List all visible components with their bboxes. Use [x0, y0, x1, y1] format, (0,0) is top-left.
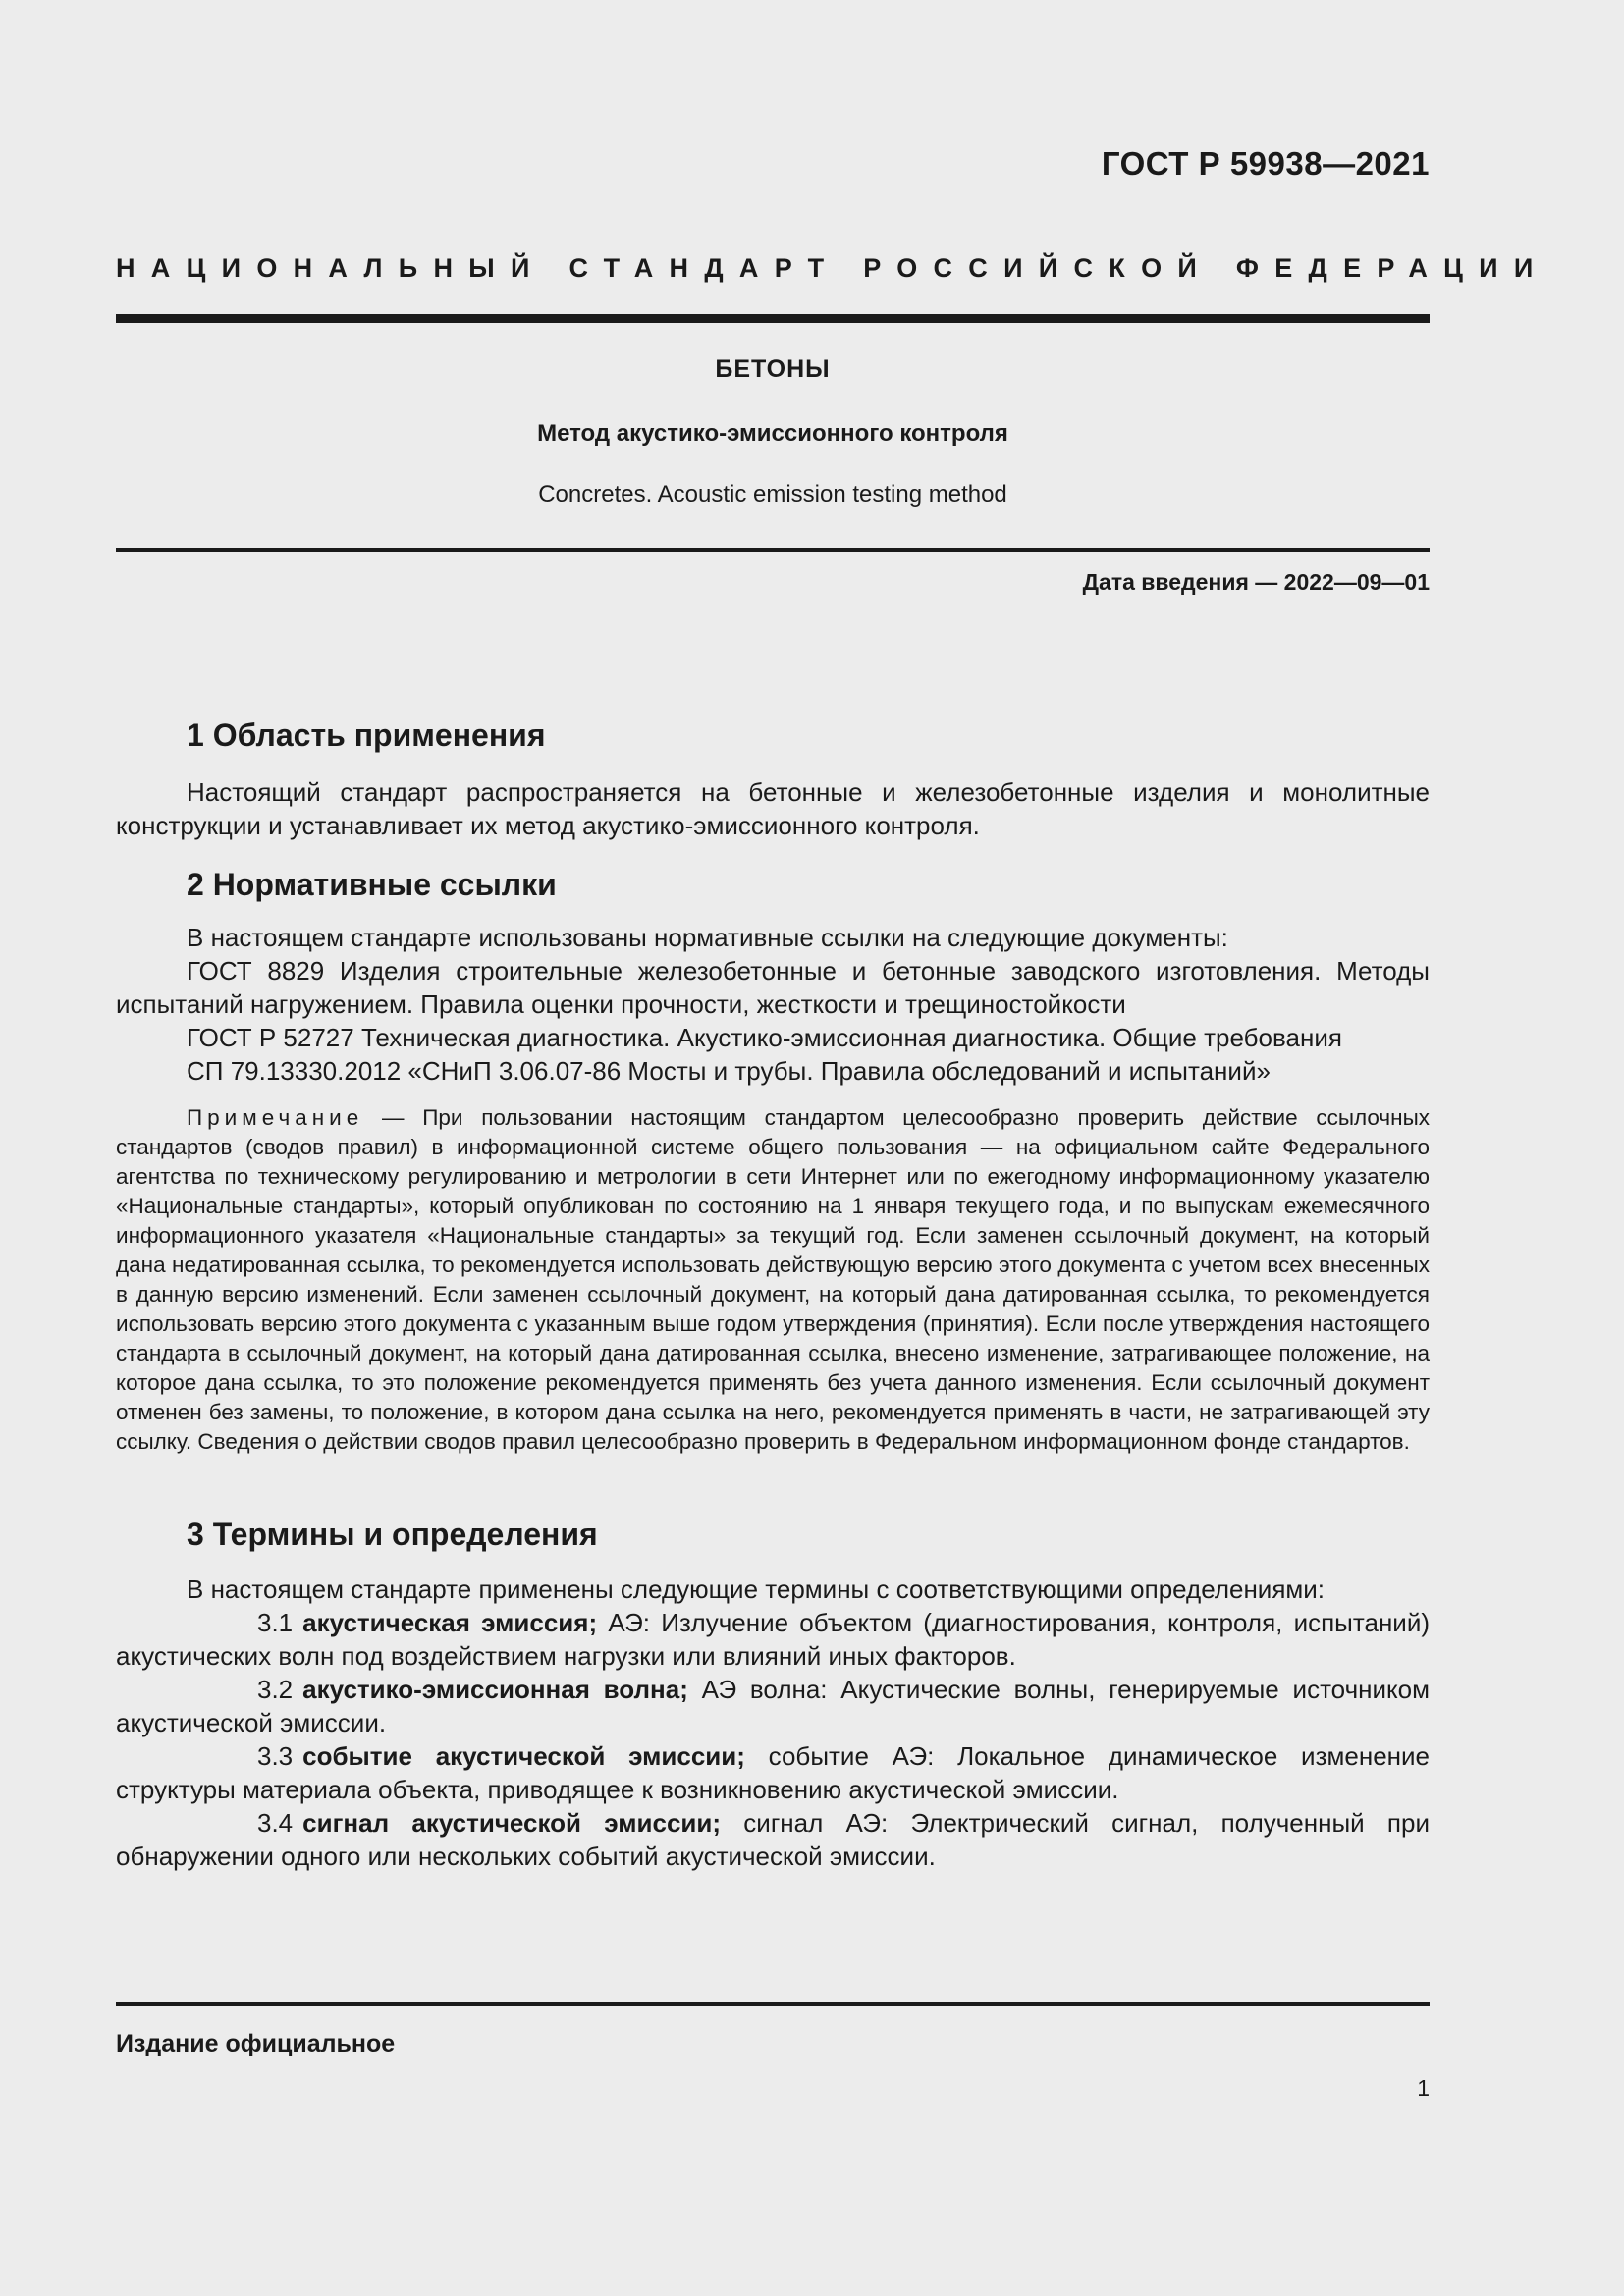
term-name: событие акустической эмиссии; [302, 1741, 745, 1771]
edition-label: Издание официальное [116, 2030, 396, 2057]
section-normative-references [116, 864, 1430, 1457]
term-number: 3.4 [257, 1808, 294, 1838]
term-definition [116, 1673, 1430, 1739]
title-divider [116, 548, 1430, 552]
note-text: — При пользовании настоящим стандартом целесообразно проверить действие ссылочных стандартов (сводов правил) в информационной системе общего пользования — на официальном сайте Федерального агентства по техническому регулированию и метрологии в сети Интернет или по ежегодному информационному указателю «Национальные стандарты», который опубликован по состоянию на 1 января текущего года, и по выпускам ежемесячного информационного указателя «Национальные стандарты» за текущий год. Если заменен ссылочный документ, на который дана недатированная ссылка, то рекомендуется использовать действующую версию этого документа с учетом всех внесенных в данную версию изменений. Если заменен ссылочный документ, на который дана датированная ссылка, то рекомендуется использовать версию этого документа с указанным выше годом утверждения (принятия). Если после утверждения настоящего стандарта в ссылочный документ, на который дана датированная ссылка, внесено изменение, затрагивающее положение, на которое дана ссылка, то это положение рекомендуется применять без учета данного изменения. Если ссылочный документ отменен без замены, то положение, в котором дана ссылка на него, рекомендуется применять в части, не затрагивающей эту ссылку. Сведения о действии сводов правил целесообразно проверить в Федеральном информационном фонде стандартов. [116, 1105, 1430, 1454]
term-text: событие АЭ: Локальное динамическое изменение структуры материала объекта, приводящее к возникновению акустической эмиссии. [116, 1741, 1431, 1804]
footer-divider [116, 2002, 1430, 2006]
term-text: сигнал АЭ: Электрический сигнал, полученный при обнаружении одного или нескольких событий акустической эмиссии. [116, 1808, 1430, 1871]
page-number: 1 [1417, 2075, 1430, 2101]
reference-item: СП 79.13330.2012 «СНиП 3.06.07-86 Мосты и трубы. Правила обследований и испытаний» [187, 1056, 1271, 1086]
term-definition [116, 1739, 1430, 1806]
document-title-english: Concretes. Acoustic emission testing method [538, 481, 1007, 507]
term-name: сигнал акустической эмиссии; [302, 1808, 722, 1838]
term-text: АЭ волна: Акустические волны, генерируемые источником акустической эмиссии. [116, 1675, 1430, 1737]
introduction-date: Дата введения — 2022—09—01 [1082, 569, 1430, 595]
note-label: Примечание [187, 1105, 364, 1130]
document-body [116, 715, 1430, 1873]
term-number: 3.1 [257, 1608, 294, 1637]
term-definition [116, 1606, 1430, 1673]
standard-type-banner: НАЦИОНАЛЬНЫЙ СТАНДАРТ РОССИЙСКОЙ ФЕДЕРАЦИИ [116, 253, 1549, 283]
section-heading: 3 Термины и определения [187, 1517, 598, 1552]
document-page [116, 0, 1549, 2296]
reference-item: ГОСТ Р 52727 Техническая диагностика. Акустико-эмиссионная диагностика. Общие требования [187, 1023, 1342, 1052]
document-title: БЕТОНЫ [715, 355, 831, 383]
note-block [116, 1103, 1430, 1457]
section-paragraph: В настоящем стандарте использованы нормативные ссылки на следующие документы: [187, 923, 1228, 952]
section-terms-definitions [116, 1514, 1430, 1873]
document-subtitle: Метод акустико-эмиссионного контроля [537, 420, 1008, 447]
term-text: АЭ: Излучение объектом (диагностирования, контроля, испытаний) акустических волн под воздействием нагрузки или влияний иных факторов. [116, 1608, 1431, 1671]
document-number: ГОСТ Р 59938—2021 [1101, 145, 1430, 182]
section-scope [116, 715, 1430, 842]
reference-item: ГОСТ 8829 Изделия строительные железобетонные и бетонные заводского изготовления. Методы испытаний нагружением. Правила оценки прочности, жесткости и трещиностойкости [116, 956, 1430, 1019]
section-heading: 1 Область применения [187, 718, 546, 753]
term-name: акустическая эмиссия; [302, 1608, 598, 1637]
section-paragraph: В настоящем стандарте применены следующие термины с соответствующими определениями: [187, 1575, 1326, 1604]
header-divider [116, 314, 1430, 323]
term-definition [116, 1806, 1430, 1873]
section-heading: 2 Нормативные ссылки [187, 867, 557, 902]
section-paragraph: Настоящий стандарт распространяется на бетонные и железобетонные изделия и монолитные конструкции и устанавливает их метод акустико-эмиссионного контроля. [116, 777, 1430, 840]
term-name: акустико-эмиссионная волна; [302, 1675, 688, 1704]
term-number: 3.3 [257, 1741, 294, 1771]
term-number: 3.2 [257, 1675, 294, 1704]
